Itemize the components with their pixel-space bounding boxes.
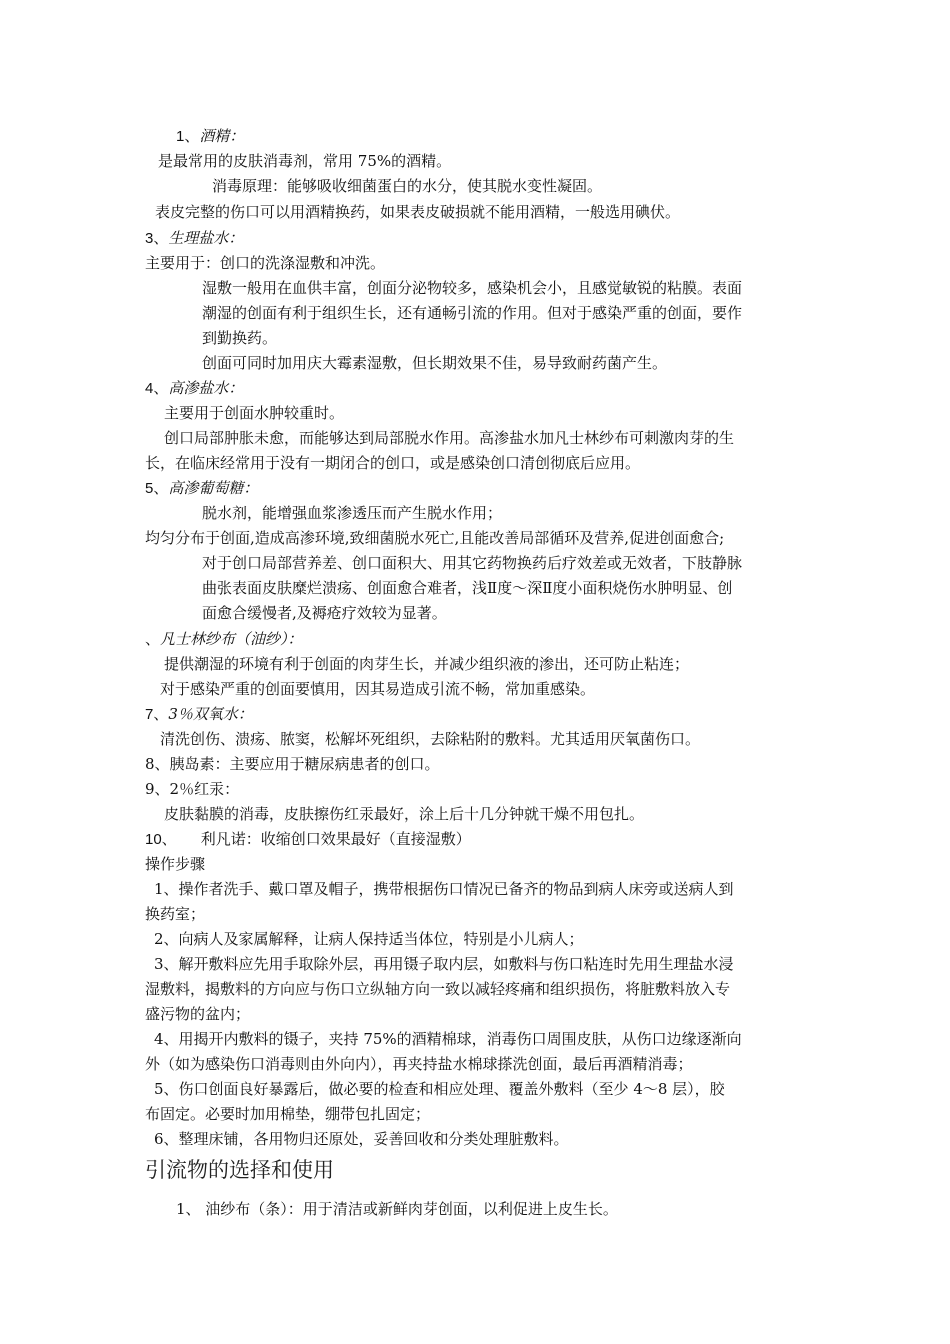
section-rivanol-line: [145, 829, 471, 850]
paragraph-line: 对于感染严重的创面要慎用，因其易造成引流不畅，常加重感染。: [160, 680, 596, 698]
section-hydrogen-peroxide-heading: [145, 704, 253, 725]
steps-title: 操作步骤: [145, 855, 206, 873]
section-number: 4、: [145, 380, 169, 397]
section-text: 利凡诺：收缩创口效果最好（直接湿敷）: [200, 830, 471, 848]
paragraph-line: 潮湿的创面有利于组织生长，还有通畅引流的作用。但对于感染严重的创面，要作: [202, 304, 743, 322]
paragraph-line: 表皮完整的伤口可以用酒精换药，如果表皮破损就不能用酒精，一般选用碘伏。: [155, 203, 681, 221]
section-hypertonic-saline-heading: [145, 378, 243, 399]
paragraph-line: 消毒原理：能够吸收细菌蛋白的水分，使其脱水变性凝固。: [212, 177, 603, 195]
paragraph-line: 主要用于：创口的洗涤湿敷和冲洗。: [145, 254, 386, 272]
section-number: 1、: [176, 128, 200, 145]
section-title: 3％双氧水：: [168, 705, 253, 723]
section-mercurochrome-heading: 9、2％红汞：: [145, 780, 240, 798]
section-title: 酒精：: [199, 127, 245, 145]
step-item: 1、操作者洗手、戴口罩及帽子，携带根据伤口情况已备齐的物品到病人床旁或送病人到: [154, 880, 734, 898]
paragraph-line: 均匀分布于创面,造成高渗环境,致细菌脱水死亡,且能改善局部循环及营养,促进创面愈合;: [145, 529, 725, 547]
section-title: 高渗葡萄糖：: [168, 479, 259, 497]
section-title: 凡士林纱布（油纱）：: [160, 630, 303, 648]
section-title: 生理盐水：: [168, 229, 244, 247]
section-insulin-line: 8、胰岛素：主要应用于糖尿病患者的创口。: [145, 755, 440, 773]
paragraph-line: 皮肤黏膜的消毒，皮肤擦伤红汞最好，涂上后十几分钟就干燥不用包扎。: [164, 805, 645, 823]
section-hypertonic-glucose-heading: [145, 478, 258, 499]
step-item: 3、解开敷料应先用手取除外层，再用镊子取内层，如敷料与伤口粘连时先用生理盐水浸: [154, 955, 734, 973]
paragraph-line: 1、 油纱布（条）：用于清洁或新鲜肉芽创面，以利促进上皮生长。: [176, 1200, 618, 1218]
step-item: 盛污物的盆内；: [145, 1005, 251, 1023]
paragraph-line: 曲张表面皮肤糜烂溃疡、创面愈合难者，浅Ⅱ度～深Ⅱ度小面积烧伤水肿明显、创: [202, 579, 733, 597]
step-item: 换药室；: [145, 905, 206, 923]
paragraph-line: 创面可同时加用庆大霉素湿敷，但长期效果不佳，易导致耐药菌产生。: [202, 354, 668, 372]
paragraph-line: 长，在临床经常用于没有一期闭合的创口，或是感染创口清创彻底后应用。: [145, 454, 641, 472]
drainage-heading: 引流物的选择和使用: [145, 1158, 334, 1182]
paragraph-line: 面愈合缓慢者,及褥疮疗效较为显著。: [202, 604, 447, 622]
step-item: 6、整理床铺，各用物归还原处，妥善回收和分类处理脏敷料。: [154, 1130, 569, 1148]
section-number: 3、: [145, 230, 169, 247]
paragraph-line: 脱水剂，能增强血浆渗透压而产生脱水作用；: [202, 504, 503, 522]
step-item: 2、向病人及家属解释，让病人保持适当体位，特别是小儿病人；: [154, 930, 584, 948]
step-item: 5、伤口创面良好暴露后，做必要的检查和相应处理、覆盖外敷料（至少 4～8 层），胶: [154, 1080, 725, 1098]
paragraph-line: 提供潮湿的环境有利于创面的肉芽生长，并减少组织液的渗出，还可防止粘连；: [164, 655, 690, 673]
section-saline-heading: [145, 228, 243, 249]
section-number: 5、: [145, 480, 169, 497]
step-item: 4、用揭开内敷料的镊子，夹持 75%的酒精棉球，消毒伤口周围皮肤，从伤口边缘逐渐向: [154, 1030, 742, 1048]
paragraph-line: 创口局部肿胀未愈，而能够达到局部脱水作用。高渗盐水加凡士林纱布可刺激肉芽的生: [164, 429, 735, 447]
paragraph-line: 主要用于创面水肿较重时。: [164, 404, 345, 422]
paragraph-line: 清洗创伤、溃疡、脓窦，松解坏死组织，去除粘附的敷料。尤其适用厌氧菌伤口。: [160, 730, 701, 748]
paragraph-line: 是最常用的皮肤消毒剂，常用 75%的酒精。: [158, 152, 452, 170]
section-title: 高渗盐水：: [168, 379, 244, 397]
paragraph-line: 湿敷一般用在血供丰富，创面分泌物较多，感染机会小，且感觉敏锐的粘膜。表面: [202, 279, 743, 297]
paragraph-line: 对于创口局部营养差、创口面积大、用其它药物换药后疗效差或无效者，下肢静脉: [202, 554, 743, 572]
section-number: 、: [145, 630, 161, 648]
paragraph-line: 到勤换药。: [202, 329, 278, 347]
step-item: 外（如为感染伤口消毒则由外向内），再夹持盐水棉球搽洗创面，最后再酒精消毒；: [145, 1055, 693, 1073]
step-item: 湿敷料，揭敷料的方向应与伤口立纵轴方向一致以减轻疼痛和组织损伤，将脏敷料放入专: [145, 980, 731, 998]
section-number: 7、: [145, 706, 169, 723]
section-alcohol-heading: [176, 126, 244, 147]
step-item: 布固定。必要时加用棉垫，绷带包扎固定；: [145, 1105, 431, 1123]
section-vaseline-gauze-heading: [145, 629, 303, 649]
section-number: 10、: [145, 831, 177, 848]
